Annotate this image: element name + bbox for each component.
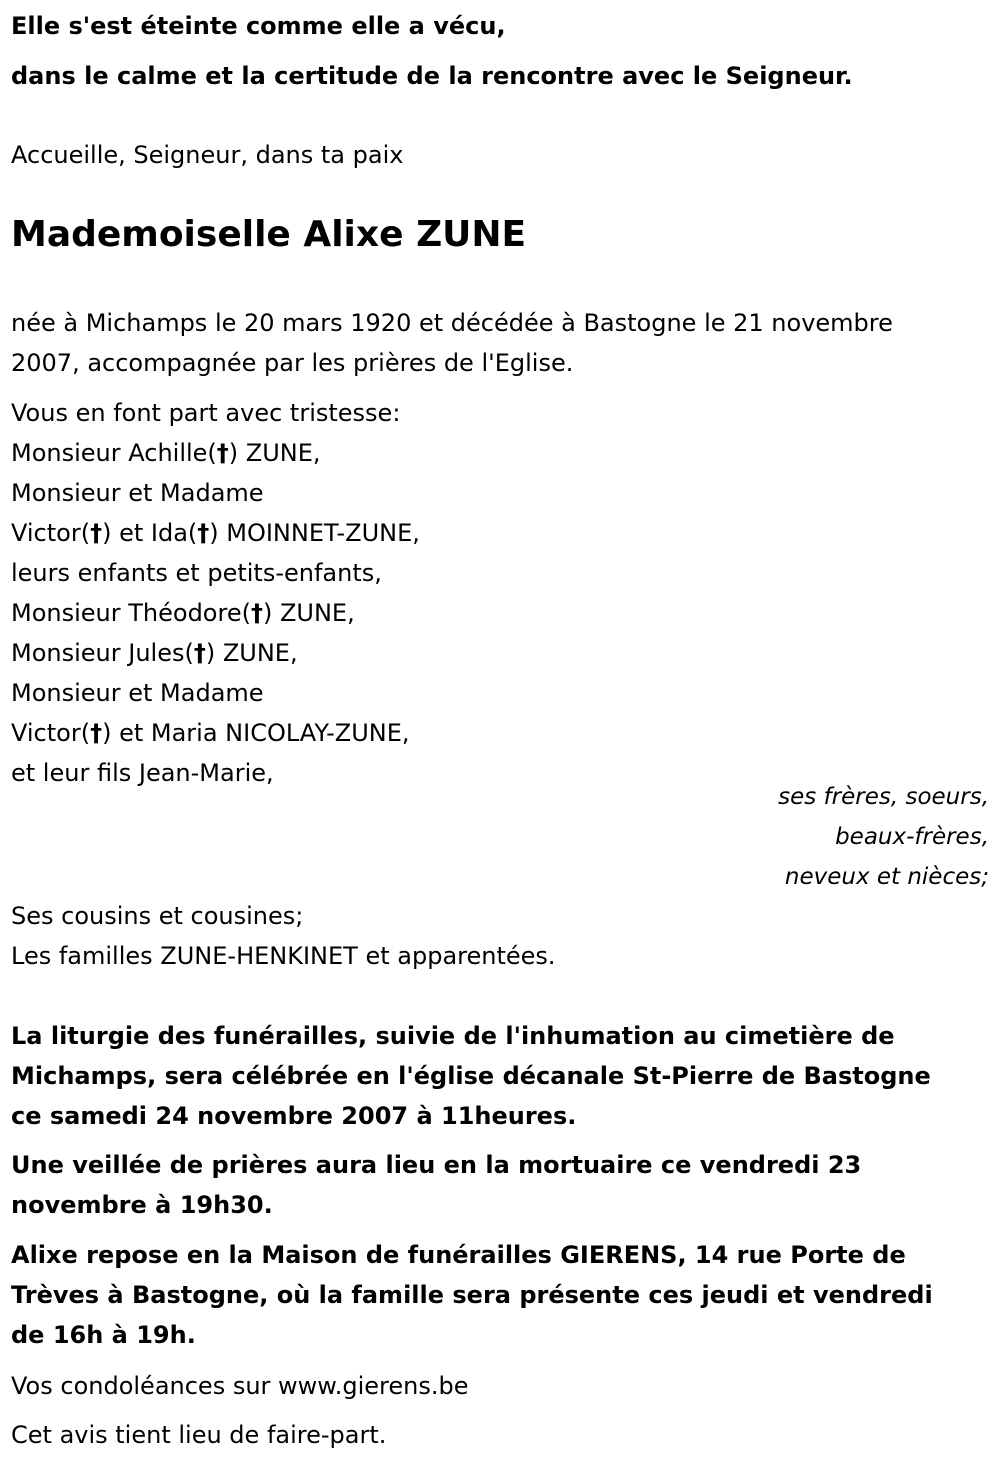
announcement-line: Vous en font part avec tristesse:: [11, 399, 401, 427]
relations-line-2: beaux-frères,: [835, 824, 989, 850]
cross-icon: †: [193, 639, 206, 667]
cross-icon: †: [216, 439, 229, 467]
family-moinnet-title: Monsieur et Madame: [11, 479, 264, 507]
family-moinnet: [11, 519, 420, 547]
funeral-line-3: ce samedi 24 novembre 2007 à 11heures.: [11, 1102, 577, 1130]
relations-line-1: ses frères, soeurs,: [778, 784, 989, 810]
deceased-name: Mademoiselle Alixe ZUNE: [11, 214, 527, 255]
condolences-line: Vos condoléances sur www.gierens.be: [11, 1372, 469, 1400]
family-theodore: [11, 599, 355, 627]
intro-line-1: Elle s'est éteinte comme elle a vécu,: [11, 12, 506, 40]
cross-icon: †: [90, 519, 103, 547]
funeral-line-1: La liturgie des funérailles, suivie de l'inhumation au cimetière de: [11, 1022, 895, 1050]
text-segment: ) ZUNE,: [262, 599, 355, 627]
text-segment: Monsieur Achille(: [11, 439, 217, 467]
families-line: Les familles ZUNE-HENKINET et apparentées.: [11, 942, 556, 970]
family-nicolay-title: Monsieur et Madame: [11, 679, 264, 707]
cross-icon: †: [90, 719, 103, 747]
text-segment: Victor(: [11, 519, 91, 547]
text-segment: Victor(: [11, 719, 91, 747]
relations-line-3: neveux et nièces;: [784, 864, 989, 890]
text-segment: Monsieur Jules(: [11, 639, 194, 667]
text-segment: ) MOINNET-ZUNE,: [209, 519, 420, 547]
birth-death-line-2: 2007, accompagnée par les prières de l'Eglise.: [11, 349, 574, 377]
text-segment: ) et Ida(: [102, 519, 198, 547]
family-nicolay: [11, 719, 410, 747]
family-nicolay-son: et leur fils Jean-Marie,: [11, 759, 274, 787]
rest-line-2: Trèves à Bastogne, où la famille sera présente ces jeudi et vendredi: [11, 1281, 933, 1309]
vigil-line-2: novembre à 19h30.: [11, 1191, 273, 1219]
closing-line: Cet avis tient lieu de faire-part.: [11, 1421, 387, 1449]
intro-line-2: dans le calme et la certitude de la rencontre avec le Seigneur.: [11, 62, 853, 90]
family-moinnet-children: leurs enfants et petits-enfants,: [11, 559, 382, 587]
text-segment: ) et Maria NICOLAY-ZUNE,: [102, 719, 410, 747]
text-segment: ) ZUNE,: [205, 639, 298, 667]
rest-line-1: Alixe repose en la Maison de funérailles GIERENS, 14 rue Porte de: [11, 1241, 906, 1269]
birth-death-line-1: née à Michamps le 20 mars 1920 et décédée à Bastogne le 21 novembre: [11, 309, 893, 337]
prayer-line: Accueille, Seigneur, dans ta paix: [11, 141, 404, 169]
family-achille: [11, 439, 321, 467]
cross-icon: †: [197, 519, 210, 547]
text-segment: ) ZUNE,: [228, 439, 321, 467]
family-jules: [11, 639, 298, 667]
cousins-line: Ses cousins et cousines;: [11, 902, 304, 930]
rest-line-3: de 16h à 19h.: [11, 1321, 196, 1349]
cross-icon: †: [250, 599, 263, 627]
text-segment: Monsieur Théodore(: [11, 599, 251, 627]
funeral-line-2: Michamps, sera célébrée en l'église décanale St-Pierre de Bastogne: [11, 1062, 931, 1090]
vigil-line-1: Une veillée de prières aura lieu en la mortuaire ce vendredi 23: [11, 1151, 862, 1179]
